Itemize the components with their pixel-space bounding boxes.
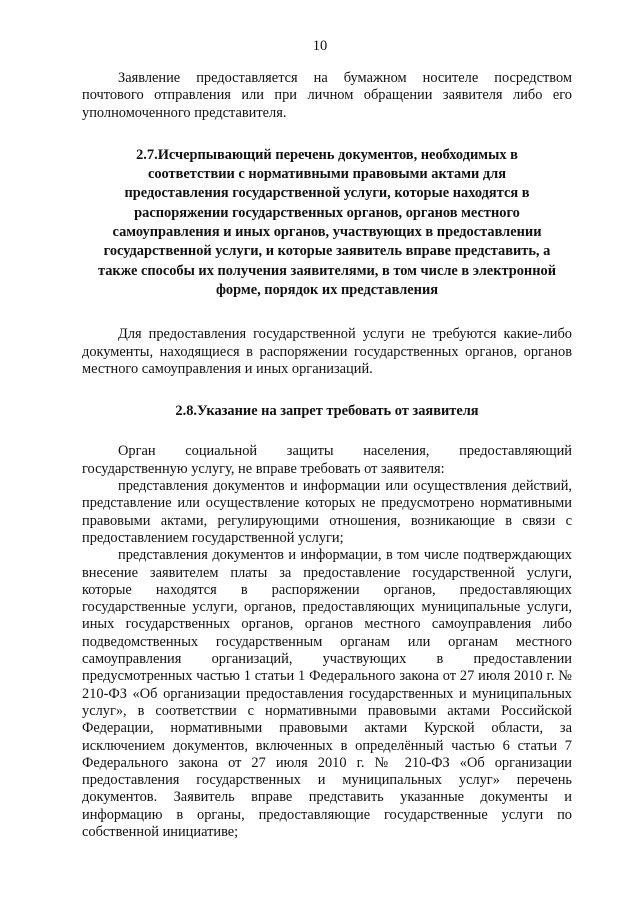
intro-paragraph: Заявление предоставляется на бумажном носителе посредством почтового отправления или при личном обращении заявителя либо его уполномоченного представителя. (82, 70, 572, 121)
section-heading-2-8: 2.8.Указание на запрет требовать от заявителя (175, 403, 479, 420)
spacer (82, 378, 572, 402)
section-2-7-paragraph: Для предоставления государственной услуги не требуются какие-либо документы, находящиеся в распоряжении государственных органов, органов местного самоуправления и иных организаций. (82, 326, 572, 377)
list-item-2: представления документов и информации, в том числе подтверждающих внесение заявителем платы за предоставление государственной услуги, которые находятся в распоряжении органов, предоставляющих государственные услуги, органов, предоставляющих муниципальные услуги, иных государственных органов, органов местного самоуправления либо подведомственных государственным органам или органам местного самоуправления организаций, участвующих в предоставлении предусмотренных частью 1 статьи 1 Федерального закона от 27 июля 2010 г. № 210-ФЗ «Об организации предоставления государственных и муниципальных услуг», в соответствии с нормативными правовыми актами Российской Федерации, нормативными правовыми актами Курской области, за исключением документов, включенных в определённый частью 6 статьи 7 Федерального закона от 27 июля 2010 г. № 210-ФЗ «Об организации предоставления государственных и муниципальных услуг» перечень документов. Заявитель вправе представить указанные документы и информацию в органы, предоставляющие государственные услуги по собственной инициативе; (82, 547, 572, 840)
section-heading-2-7: 2.7.Исчерпывающий перечень документов, необходимых в соответствии с нормативными правовыми актами для предоставления государственной услуги, которые находятся в распоряжении государственных органов, органов местного самоуправления и иных органов, участвующих в предоставлении государственной услуги, и которые заявитель вправе представить, а также способы их получения заявителями, в том числе в электронной форме, порядок их представления (97, 146, 556, 298)
page-number: 10 (312, 38, 328, 54)
spacer (82, 421, 572, 443)
spacer (82, 122, 572, 146)
spacer (82, 300, 572, 326)
section-2-8-lead-paragraph: Орган социальной защиты населения, предоставляющий государственную услугу, не вправе требовать от заявителя: (82, 443, 572, 477)
document-body (82, 70, 572, 841)
list-item-1: представления документов и информации или осуществления действий, представление или осуществление которых не предусмотрено нормативными правовыми актами, регулирующими отношения, возникающие в связи с предоставлением государственной услуги; (82, 478, 572, 546)
